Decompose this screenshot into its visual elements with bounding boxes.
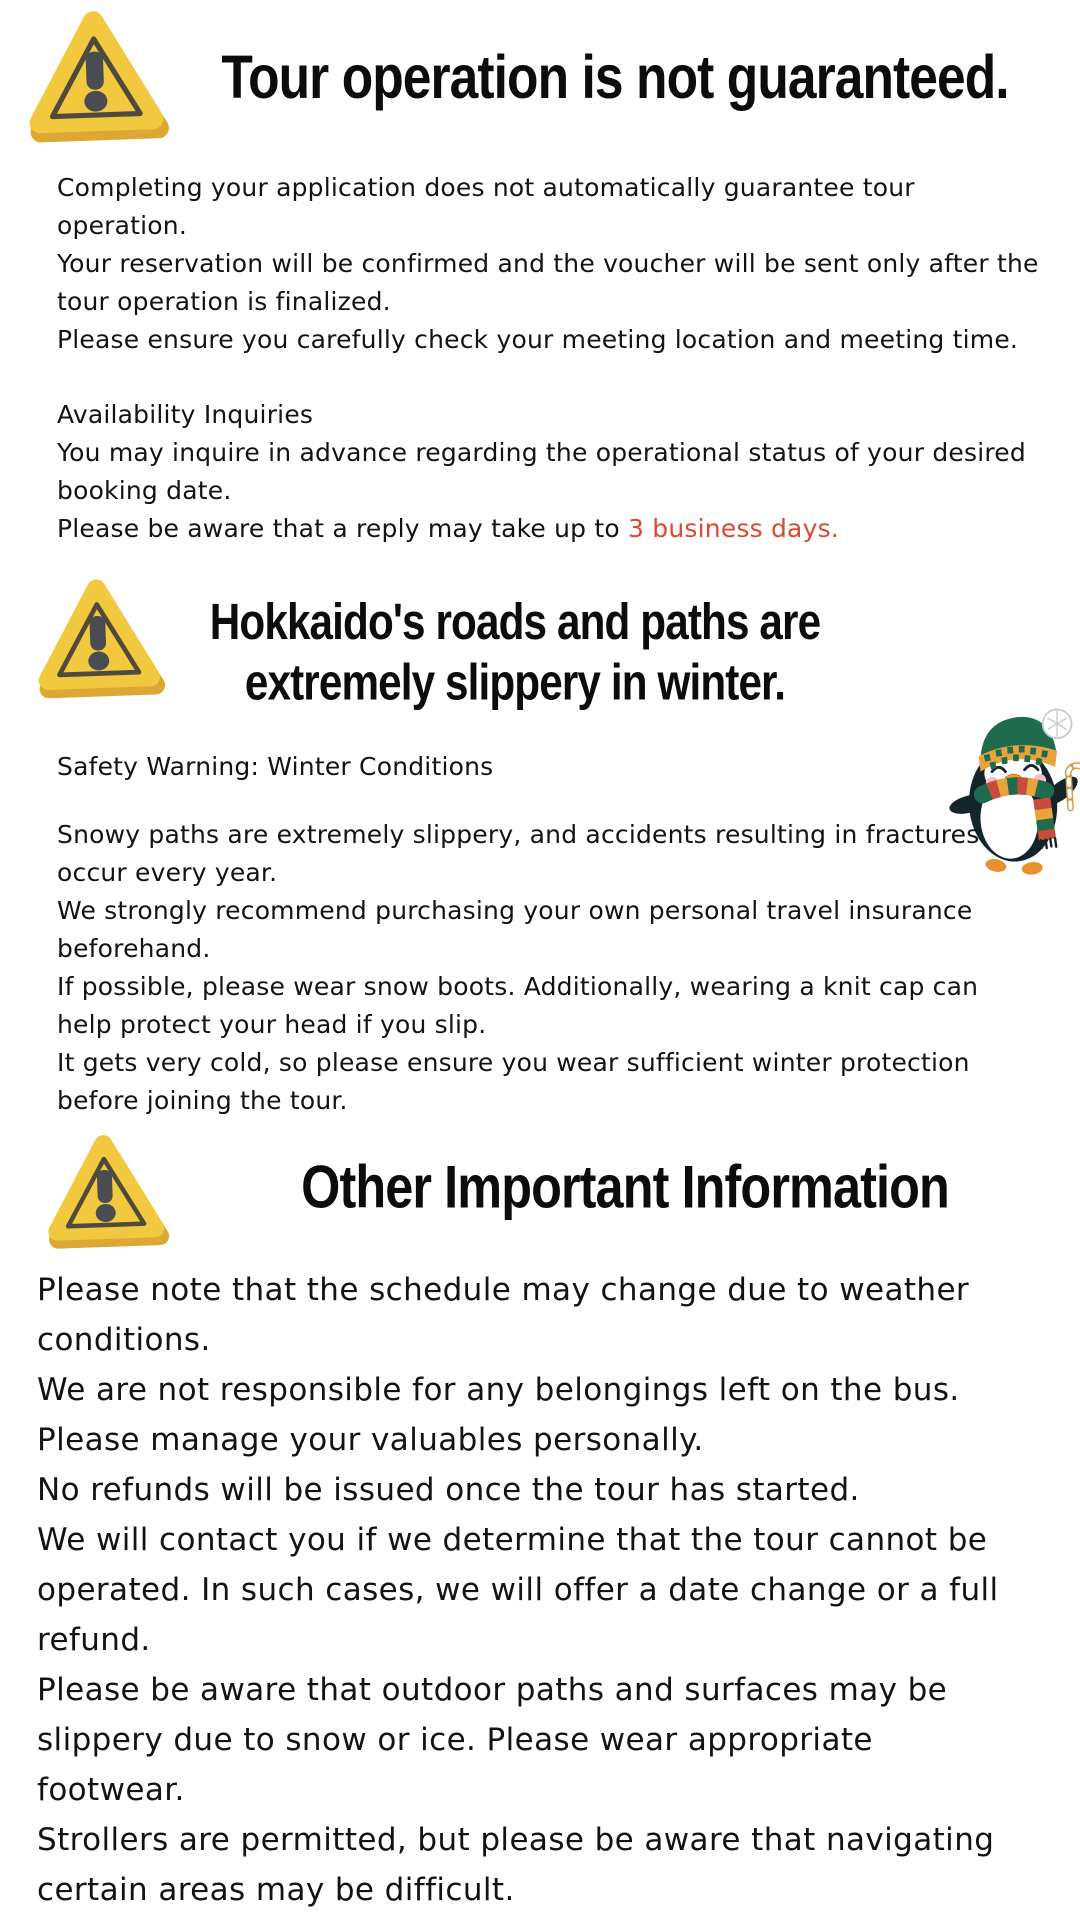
section-heading-winter-safety [150, 593, 880, 714]
section-heading-other-info: Other Important Information [301, 1152, 949, 1221]
text-line: Strollers are permitted, but please be aware that navigating [37, 1822, 995, 1858]
reply-time-prefix: Please be aware that a reply may take up to [57, 514, 629, 543]
text-line: We strongly recommend purchasing your own personal travel insurance [57, 896, 973, 925]
reply-time-highlight: 3 business days. [628, 514, 839, 543]
text-line: certain areas may be difficult. [37, 1872, 515, 1908]
text-line: Completing your application does not automatically guarantee tour [57, 173, 915, 202]
text-line: Please ensure you carefully check your meeting location and meeting time. [57, 325, 1019, 354]
warning-triangle-icon [20, 6, 170, 148]
text-line: If possible, please wear snow boots. Additionally, wearing a knit cap can [57, 972, 979, 1001]
winter-safety-subheading-block [57, 748, 493, 786]
text-line: slippery due to snow or ice. Please wear appropriate [37, 1722, 873, 1758]
other-info-body [37, 1265, 999, 1915]
heading-line: Hokkaido's roads and paths are [209, 594, 821, 651]
availability-inquiries-block [57, 396, 1026, 548]
text-line: footwear. [37, 1772, 185, 1808]
text-line: Please manage your valuables personally. [37, 1422, 704, 1458]
text-line: operated. In such cases, we will offer a date change or a full [37, 1572, 999, 1608]
warning-triangle-icon [40, 1124, 170, 1260]
subsection-title: Safety Warning: Winter Conditions [57, 752, 494, 781]
text-line: help protect your head if you slip. [57, 1010, 487, 1039]
winter-safety-body [57, 816, 979, 1120]
text-line: beforehand. [57, 934, 211, 963]
text-line: occur every year. [57, 858, 278, 887]
text-line: We are not responsible for any belongings left on the bus. [37, 1372, 960, 1408]
text-line: operation. [57, 211, 187, 240]
text-line: Your reservation will be confirmed and the voucher will be sent only after the [57, 249, 1039, 278]
text-line: Please note that the schedule may change due to weather [37, 1272, 970, 1308]
subsection-title: Availability Inquiries [57, 400, 314, 429]
text-line: It gets very cold, so please ensure you wear sufficient winter protection [57, 1048, 970, 1077]
section-heading-tour-operation: Tour operation is not guaranteed. [221, 41, 1009, 112]
text-line: We will contact you if we determine that the tour cannot be [37, 1522, 988, 1558]
tour-operation-body [57, 169, 1039, 359]
text-line: conditions. [37, 1322, 211, 1358]
text-line: refund. [37, 1622, 151, 1658]
text-line: tour operation is finalized. [57, 287, 391, 316]
warning-triangle-icon [30, 574, 166, 704]
text-line: Please be aware that outdoor paths and surfaces may be [37, 1672, 948, 1708]
text-line: No refunds will be issued once the tour has started. [37, 1472, 860, 1508]
text-line: before joining the tour. [57, 1086, 348, 1115]
text-line: Snowy paths are extremely slippery, and accidents resulting in fractures [57, 820, 980, 849]
text-line: booking date. [57, 476, 232, 505]
text-line: You may inquire in advance regarding the operational status of your desired [57, 438, 1026, 467]
reply-time-line [57, 510, 1026, 548]
heading-line: extremely slippery in winter. [244, 655, 786, 712]
